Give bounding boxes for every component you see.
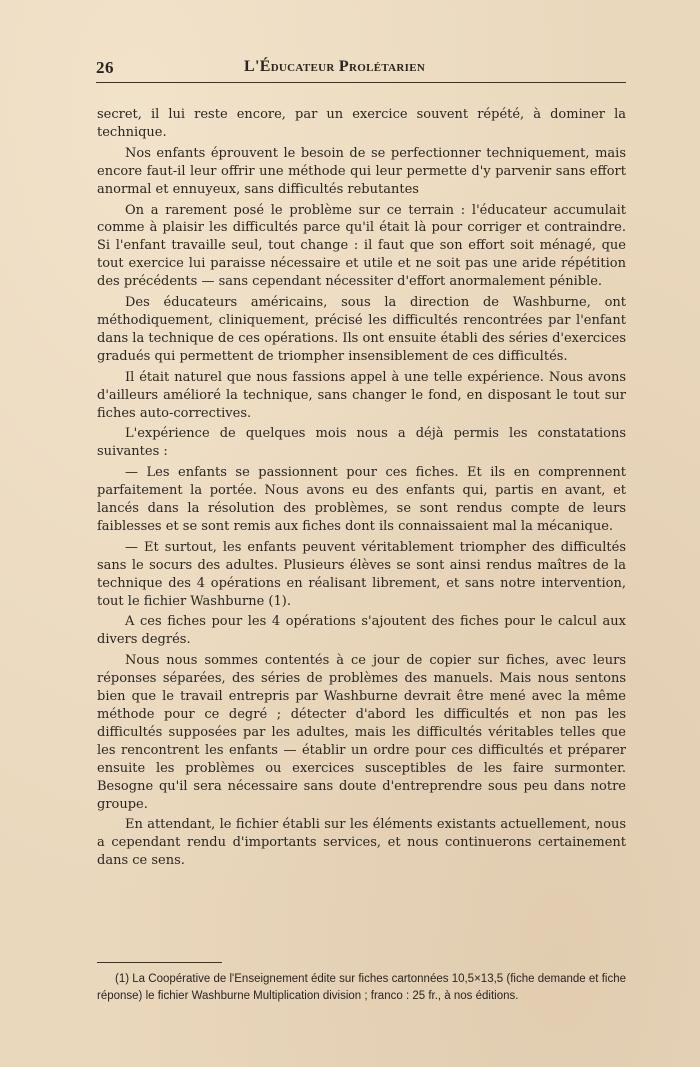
header-rule <box>96 82 626 83</box>
paragraph: — Et surtout, les enfants peuvent véritablement triompher des difficultés sans le socurs des adultes. Plusieurs élèves se sont ainsi rendus maîtres de la technique des 4 opérations en réalisant librement, et sans notre intervention, tout le fichier Washburne (1). <box>97 539 626 609</box>
paragraph: Il était naturel que nous fassions appel à une telle expérience. Nous avons d'ailleurs amélioré la technique, sans changer le fond, en disposant le tout sur fiches auto-correctives. <box>97 369 626 421</box>
paragraph: On a rarement posé le problème sur ce terrain : l'éducateur accumulait comme à plaisir les difficultés parce qu'il était là pour corriger et contraindre. Si l'enfant travaille seul, tout change : il faut que son effort soit ménagé, que tout exercice lui paraisse nécessaire et utile et ne soit pas une aride répétition des précédents — sans cependant nécessiter d'effort anormalement pénible. <box>97 202 626 290</box>
paragraph: Des éducateurs américains, sous la direction de Washburne, ont méthodiquement, cliniquement, précisé les difficultés rencontrées par l'enfant dans la technique de ces opérations. Ils ont ensuite établi des séries d'exercices gradués qui permettent de triompher insensiblement de ces difficultés. <box>97 295 626 364</box>
footnote: (1) La Coopérative de l'Enseignement édite sur fiches cartonnées 10,5×13,5 (fiche demande et fiche réponse) le fichier Washburne Multiplication division ; franco : 25 fr., à nos éditions. <box>97 973 626 1002</box>
paragraph: — Les enfants se passionnent pour ces fiches. Et ils en comprennent parfaitement la portée. Nous avons eu des enfants qui, partis en avant, et lancés dans la résolution des problèmes, se sont rendus compte de leurs faiblesses et se sont remis aux fiches dont ils connaissaient mal la mécanique. <box>97 465 626 534</box>
paragraph: secret, il lui reste encore, par un exercice souvent répété, à dominer la technique. <box>97 107 626 140</box>
page-header <box>96 58 626 80</box>
page-number: 26 <box>96 58 114 77</box>
paragraph: En attendant, le fichier établi sur les éléments existants actuellement, nous a cependant rendu d'importants services, et nous continuerons certainement dans ce sens. <box>97 817 626 869</box>
running-head-title: L'Éducateur Prolétarien <box>244 58 426 75</box>
paragraph: Nos enfants éprouvent le besoin de se perfectionner techniquement, mais encore faut-il leur offrir une méthode qui leur permette d'y parvenir sans effort anormal et ennuyeux, sans difficultés rebutantes <box>97 145 626 197</box>
footnote-rule <box>97 962 222 963</box>
paragraph: A ces fiches pour les 4 opérations s'ajoutent des fiches pour le calcul aux divers degrés. <box>97 614 626 648</box>
body-text <box>97 106 626 873</box>
paragraph: Nous nous sommes contentés à ce jour de copier sur fiches, avec leurs réponses séparées, des séries de problèmes des manuels. Mais nous sentons bien que le travail entrepris par Washburne devrait être mené avec la même méthode pour ce degré ; détecter d'abord les difficultés et non pas les difficultés supposées par les adultes, mais les difficultés véritables telles que les rencontrent les enfants — établir un ordre pour ces difficultés et préparer ensuite les problèmes ou exercices susceptibles de les faire surmonter. Besogne qu'il sera nécessaire sans doute d'entreprendre sous peu dans notre groupe. <box>97 653 626 812</box>
paragraph: L'expérience de quelques mois nous a déjà permis les constatations suivantes : <box>97 426 626 460</box>
